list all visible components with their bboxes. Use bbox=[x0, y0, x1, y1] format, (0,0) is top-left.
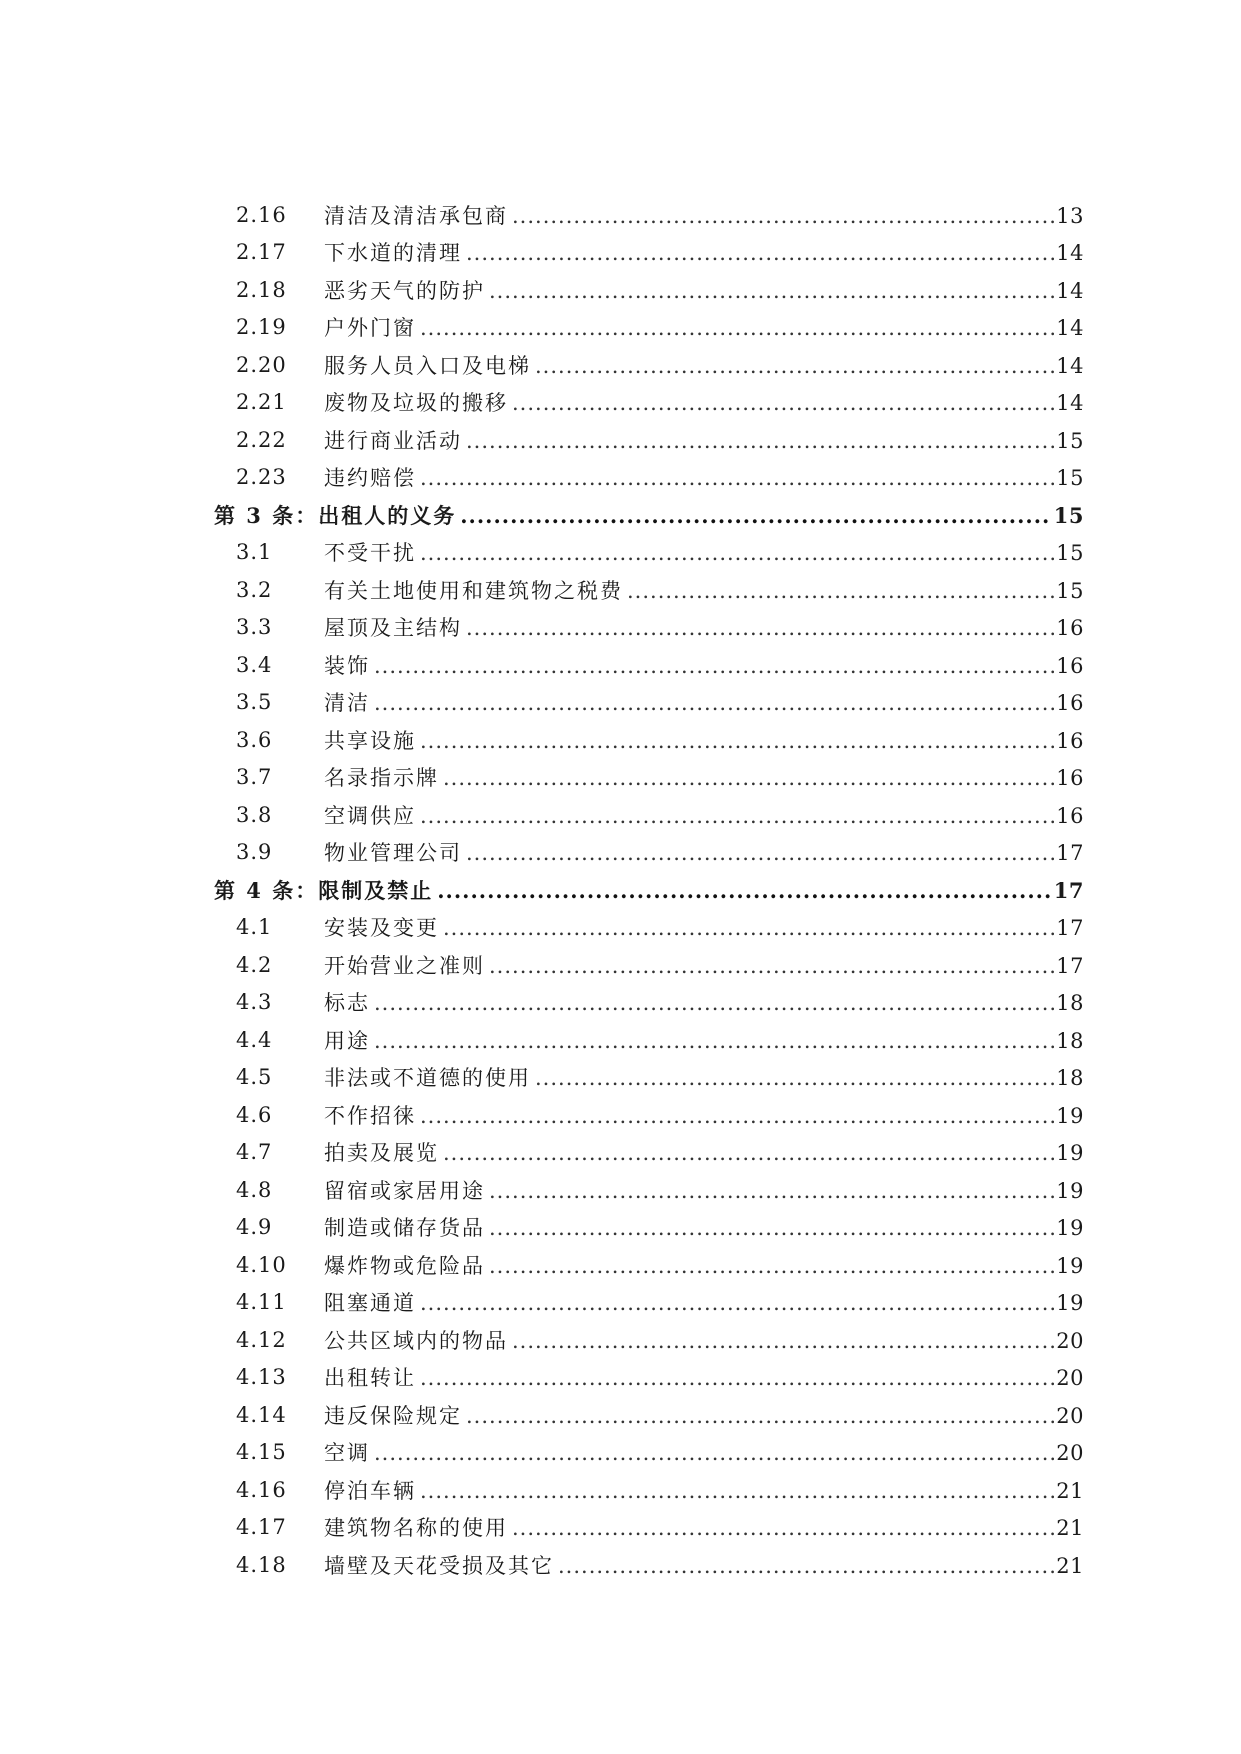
dot-leader bbox=[420, 1104, 1054, 1128]
toc-entry-number: 2.20 bbox=[236, 352, 287, 377]
toc-entry-title: 阻塞通道 bbox=[324, 1291, 416, 1316]
toc-entry[interactable] bbox=[214, 984, 1084, 1022]
toc-entry-number: 2.21 bbox=[236, 390, 287, 415]
toc-entry-number: 3.9 bbox=[236, 840, 273, 865]
toc-entry-title-line bbox=[324, 537, 1084, 567]
toc-entry-title-line bbox=[324, 425, 1084, 455]
toc-page-number: 15 bbox=[1053, 502, 1084, 528]
toc-entry-number: 2.22 bbox=[236, 427, 287, 452]
toc-entry-title: 违约赔偿 bbox=[324, 466, 416, 491]
toc-entry-title-line bbox=[324, 1400, 1084, 1430]
toc-page-number: 19 bbox=[1056, 1178, 1084, 1203]
toc-entry-title: 拍卖及展览 bbox=[324, 1141, 439, 1166]
toc-entry-title: 清洁及清洁承包商 bbox=[324, 203, 508, 228]
toc-entry-number: 4.1 bbox=[236, 915, 273, 940]
toc-entry-title: 空调 bbox=[324, 1441, 370, 1466]
toc-entry[interactable] bbox=[214, 1471, 1084, 1509]
toc-page-number: 20 bbox=[1056, 1328, 1084, 1353]
dot-leader bbox=[627, 579, 1054, 603]
toc-entry-number: 2.16 bbox=[236, 202, 287, 227]
toc-entry-title: 爆炸物或危险品 bbox=[324, 1253, 485, 1278]
toc-page-number: 16 bbox=[1056, 728, 1084, 753]
toc-entry[interactable] bbox=[214, 271, 1084, 309]
toc-page-number: 16 bbox=[1056, 803, 1084, 828]
toc-entry[interactable] bbox=[214, 234, 1084, 272]
toc-page-number: 21 bbox=[1056, 1478, 1084, 1503]
toc-entry-title-line bbox=[324, 1212, 1084, 1242]
toc-entry-title: 恶劣天气的防护 bbox=[324, 278, 485, 303]
toc-entry-title: 共享设施 bbox=[324, 728, 416, 753]
toc-entry-title-line bbox=[324, 1287, 1084, 1317]
toc-entry[interactable] bbox=[214, 1059, 1084, 1097]
toc-page-number: 18 bbox=[1056, 1066, 1084, 1091]
toc-entry-title: 名录指示牌 bbox=[324, 766, 439, 791]
toc-entry-title: 公共区域内的物品 bbox=[324, 1328, 508, 1353]
toc-entry[interactable] bbox=[214, 946, 1084, 984]
toc-entry-number: 2.23 bbox=[236, 465, 287, 490]
dot-leader bbox=[374, 1441, 1054, 1465]
toc-entry-number: 4.8 bbox=[236, 1177, 273, 1202]
toc-entry-number: 4.9 bbox=[236, 1215, 273, 1240]
toc-entry-title-line bbox=[214, 875, 1084, 905]
toc-entry-title-line bbox=[324, 762, 1084, 792]
dot-leader bbox=[437, 878, 1052, 903]
toc-page-number: 13 bbox=[1056, 203, 1084, 228]
dot-leader bbox=[374, 691, 1054, 715]
toc-entry-number: 4.3 bbox=[236, 990, 273, 1015]
dot-leader bbox=[466, 241, 1054, 265]
toc-entry-title-line bbox=[324, 1362, 1084, 1392]
toc-page-number: 18 bbox=[1056, 991, 1084, 1016]
toc-entry-title: 屋顶及主结构 bbox=[324, 616, 462, 641]
toc-entry-title: 违反保险规定 bbox=[324, 1403, 462, 1428]
toc-entry-title: 有关土地使用和建筑物之税费 bbox=[324, 578, 623, 603]
toc-entry[interactable] bbox=[214, 609, 1084, 647]
toc-entry[interactable] bbox=[214, 459, 1084, 497]
dot-leader bbox=[466, 616, 1054, 640]
toc-entry[interactable] bbox=[214, 196, 1084, 234]
toc-entry-title: 废物及垃圾的搬移 bbox=[324, 391, 508, 416]
dot-leader bbox=[420, 804, 1054, 828]
toc-entry-title: 不受干扰 bbox=[324, 541, 416, 566]
toc-entry-title-line bbox=[324, 1025, 1084, 1055]
toc-entry-number: 3.7 bbox=[236, 765, 273, 790]
toc-page-number: 15 bbox=[1056, 578, 1084, 603]
toc-entry[interactable] bbox=[214, 1321, 1084, 1359]
toc-entry-number: 3.4 bbox=[236, 652, 273, 677]
dot-leader bbox=[374, 654, 1054, 678]
dot-leader bbox=[489, 954, 1054, 978]
toc-entry-number: 3.3 bbox=[236, 615, 273, 640]
dot-leader bbox=[535, 354, 1054, 378]
dot-leader bbox=[489, 1216, 1054, 1240]
toc-entry-title: 户外门窗 bbox=[324, 316, 416, 341]
toc-entry[interactable] bbox=[214, 309, 1084, 347]
toc-page-number: 16 bbox=[1056, 766, 1084, 791]
dot-leader bbox=[374, 1029, 1054, 1053]
toc-page-number: 16 bbox=[1056, 653, 1084, 678]
dot-leader bbox=[374, 991, 1054, 1015]
toc-entry-title-line bbox=[324, 1250, 1084, 1280]
toc-entry[interactable] bbox=[214, 909, 1084, 947]
toc-entry-title-line bbox=[214, 500, 1084, 530]
toc-entry-title: 空调供应 bbox=[324, 803, 416, 828]
dot-leader bbox=[466, 429, 1054, 453]
toc-entry-title-line bbox=[324, 800, 1084, 830]
toc-entry-number: 3.5 bbox=[236, 690, 273, 715]
toc-page-number: 20 bbox=[1056, 1366, 1084, 1391]
toc-entry-title: 用途 bbox=[324, 1028, 370, 1053]
dot-leader bbox=[512, 204, 1054, 228]
dot-leader bbox=[443, 1141, 1054, 1165]
toc-entry[interactable] bbox=[214, 1021, 1084, 1059]
dot-leader bbox=[443, 916, 1054, 940]
toc-entry-number: 2.19 bbox=[236, 315, 287, 340]
toc-page-number: 19 bbox=[1056, 1253, 1084, 1278]
toc-entry[interactable] bbox=[214, 1134, 1084, 1172]
toc-page-number: 17 bbox=[1056, 841, 1084, 866]
dot-leader bbox=[489, 1179, 1054, 1203]
toc-entry[interactable] bbox=[214, 1096, 1084, 1134]
toc-entry-number: 4.13 bbox=[236, 1365, 287, 1390]
toc-entry[interactable] bbox=[214, 1171, 1084, 1209]
toc-entry-number: 3.8 bbox=[236, 802, 273, 827]
toc-page-number: 19 bbox=[1056, 1141, 1084, 1166]
toc-page-number: 21 bbox=[1056, 1553, 1084, 1578]
toc-page-number: 20 bbox=[1056, 1441, 1084, 1466]
dot-leader bbox=[466, 841, 1054, 865]
toc-entry[interactable] bbox=[214, 646, 1084, 684]
toc-entry-title: 装饰 bbox=[324, 653, 370, 678]
toc-entry-title-line bbox=[324, 275, 1084, 305]
toc-entry-title: 停泊车辆 bbox=[324, 1478, 416, 1503]
toc-entry-number: 4.11 bbox=[236, 1290, 287, 1315]
toc-entry[interactable] bbox=[214, 1434, 1084, 1472]
toc-entry-title: 物业管理公司 bbox=[324, 841, 462, 866]
toc-page-number: 14 bbox=[1056, 316, 1084, 341]
toc-entry-title-line bbox=[324, 312, 1084, 342]
toc-entry[interactable] bbox=[214, 534, 1084, 572]
toc-page-number: 14 bbox=[1056, 278, 1084, 303]
toc-entry-title: 标志 bbox=[324, 991, 370, 1016]
toc-entry[interactable] bbox=[214, 421, 1084, 459]
toc-entry-title-line bbox=[324, 837, 1084, 867]
toc-entry-number: 4.4 bbox=[236, 1027, 273, 1052]
toc-entry-title-line bbox=[324, 1550, 1084, 1580]
dot-leader bbox=[489, 279, 1054, 303]
toc-entry[interactable] bbox=[214, 1396, 1084, 1434]
toc-entry-title: 第 3 条：出租人的义务 bbox=[214, 502, 457, 528]
toc-entry-number: 3.6 bbox=[236, 727, 273, 752]
toc-entry-number: 4.10 bbox=[236, 1252, 287, 1277]
toc-entry[interactable] bbox=[214, 384, 1084, 422]
dot-leader bbox=[512, 1516, 1054, 1540]
toc-entry-title-line bbox=[324, 350, 1084, 380]
toc-entry-title: 非法或不道德的使用 bbox=[324, 1066, 531, 1091]
toc-entry-number: 4.18 bbox=[236, 1552, 287, 1577]
toc-entry-title: 下水道的清理 bbox=[324, 241, 462, 266]
toc-entry-number: 4.12 bbox=[236, 1327, 287, 1352]
toc-entry-title-line bbox=[324, 612, 1084, 642]
toc-page-number: 16 bbox=[1056, 691, 1084, 716]
toc-entry[interactable] bbox=[214, 684, 1084, 722]
toc-entry-number: 4.16 bbox=[236, 1477, 287, 1502]
toc-entry-title-line bbox=[324, 1325, 1084, 1355]
toc-page-number: 15 bbox=[1056, 428, 1084, 453]
toc-entry[interactable] bbox=[214, 1359, 1084, 1397]
toc-page-number: 17 bbox=[1053, 877, 1084, 903]
toc-page-number: 17 bbox=[1056, 916, 1084, 941]
toc-entry-title-line bbox=[324, 1062, 1084, 1092]
toc-entry[interactable] bbox=[214, 1546, 1084, 1584]
toc-entry-title-line bbox=[324, 725, 1084, 755]
toc-page-number: 20 bbox=[1056, 1403, 1084, 1428]
toc-entry[interactable] bbox=[214, 1509, 1084, 1547]
toc-entry-title-line bbox=[324, 1512, 1084, 1542]
toc-page-number: 14 bbox=[1056, 241, 1084, 266]
toc-entry-title: 制造或储存货品 bbox=[324, 1216, 485, 1241]
dot-leader bbox=[420, 1366, 1054, 1390]
dot-leader bbox=[420, 541, 1054, 565]
toc-page-number: 21 bbox=[1056, 1516, 1084, 1541]
toc-entry-title: 建筑物名称的使用 bbox=[324, 1516, 508, 1541]
dot-leader bbox=[420, 466, 1054, 490]
toc-entry-title: 第 4 条：限制及禁止 bbox=[214, 877, 434, 903]
dot-leader bbox=[420, 729, 1054, 753]
toc-entry-title-line bbox=[324, 387, 1084, 417]
toc-entry-title-line bbox=[324, 462, 1084, 492]
toc-entry-title-line bbox=[324, 650, 1084, 680]
dot-leader bbox=[420, 1291, 1054, 1315]
toc-page-number: 15 bbox=[1056, 466, 1084, 491]
toc-entry-title-line bbox=[324, 1475, 1084, 1505]
toc-entry-title: 不作招徕 bbox=[324, 1103, 416, 1128]
toc-entry-number: 3.1 bbox=[236, 540, 273, 565]
toc-entry-title-line bbox=[324, 200, 1084, 230]
toc-page-number: 14 bbox=[1056, 353, 1084, 378]
dot-leader bbox=[489, 1254, 1054, 1278]
toc-entry-title-line bbox=[324, 912, 1084, 942]
toc-page-number: 17 bbox=[1056, 953, 1084, 978]
toc-entry-title-line bbox=[324, 1437, 1084, 1467]
toc-entry-number: 2.18 bbox=[236, 277, 287, 302]
dot-leader bbox=[512, 1329, 1054, 1353]
toc-entry-number: 4.14 bbox=[236, 1402, 287, 1427]
toc-entry-title-line bbox=[324, 1137, 1084, 1167]
toc-entry-title: 进行商业活动 bbox=[324, 428, 462, 453]
toc-entry[interactable] bbox=[214, 1209, 1084, 1247]
toc-entry-title: 留宿或家居用途 bbox=[324, 1178, 485, 1203]
toc-chapter-heading[interactable] bbox=[214, 871, 1084, 909]
toc-page-number: 15 bbox=[1056, 541, 1084, 566]
dot-leader bbox=[535, 1066, 1054, 1090]
toc-entry[interactable] bbox=[214, 571, 1084, 609]
toc-entry-number: 4.2 bbox=[236, 952, 273, 977]
toc-entry-number: 4.17 bbox=[236, 1515, 287, 1540]
toc-entry[interactable] bbox=[214, 721, 1084, 759]
toc-entry-number: 2.17 bbox=[236, 240, 287, 265]
dot-leader bbox=[460, 503, 1052, 528]
toc-entry-title: 开始营业之准则 bbox=[324, 953, 485, 978]
toc-entry-title-line bbox=[324, 987, 1084, 1017]
toc-entry-title-line bbox=[324, 1100, 1084, 1130]
dot-leader bbox=[512, 391, 1054, 415]
toc-chapter-heading[interactable] bbox=[214, 496, 1084, 534]
toc-page-number: 16 bbox=[1056, 616, 1084, 641]
toc-entry[interactable] bbox=[214, 346, 1084, 384]
toc-entry[interactable] bbox=[214, 1246, 1084, 1284]
dot-leader bbox=[443, 766, 1054, 790]
toc-page-number: 14 bbox=[1056, 391, 1084, 416]
toc-entry-number: 4.7 bbox=[236, 1140, 273, 1165]
toc-entry[interactable] bbox=[214, 1284, 1084, 1322]
toc-entry-title-line bbox=[324, 575, 1084, 605]
dot-leader bbox=[558, 1554, 1054, 1578]
toc-page-number: 19 bbox=[1056, 1216, 1084, 1241]
toc-entry-title-line bbox=[324, 950, 1084, 980]
toc-entry[interactable] bbox=[214, 759, 1084, 797]
toc-entry-title-line bbox=[324, 687, 1084, 717]
toc-entry-title: 墙壁及天花受损及其它 bbox=[324, 1553, 554, 1578]
toc-entry-number: 4.6 bbox=[236, 1102, 273, 1127]
toc-page-number: 18 bbox=[1056, 1028, 1084, 1053]
dot-leader bbox=[466, 1404, 1054, 1428]
toc-entry[interactable] bbox=[214, 796, 1084, 834]
toc-entry-title: 服务人员入口及电梯 bbox=[324, 353, 531, 378]
toc-entry-title: 出租转让 bbox=[324, 1366, 416, 1391]
toc-entry-title: 清洁 bbox=[324, 691, 370, 716]
toc-entry-number: 3.2 bbox=[236, 577, 273, 602]
toc-page-number: 19 bbox=[1056, 1291, 1084, 1316]
toc-entry-number: 4.5 bbox=[236, 1065, 273, 1090]
toc-entry-title-line bbox=[324, 1175, 1084, 1205]
dot-leader bbox=[420, 316, 1054, 340]
toc-entry-title: 安装及变更 bbox=[324, 916, 439, 941]
toc-entry-title-line bbox=[324, 237, 1084, 267]
toc-entry[interactable] bbox=[214, 834, 1084, 872]
toc-entry-number: 4.15 bbox=[236, 1440, 287, 1465]
table-of-contents bbox=[214, 196, 1084, 1584]
dot-leader bbox=[420, 1479, 1054, 1503]
toc-page-number: 19 bbox=[1056, 1103, 1084, 1128]
